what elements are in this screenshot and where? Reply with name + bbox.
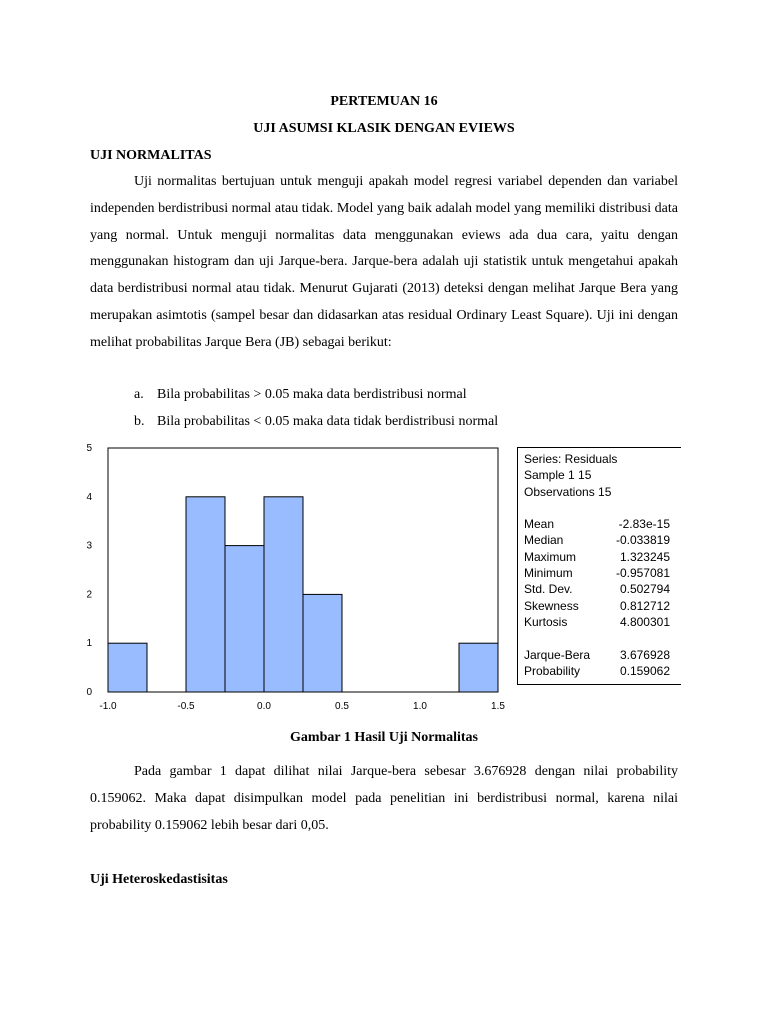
stat-label: Skewness: [524, 598, 579, 613]
stats-observations: Observations 15: [524, 484, 612, 499]
x-axis: [99, 701, 505, 712]
list-marker: a.: [134, 387, 144, 402]
y-tick-label: 5: [86, 443, 92, 454]
y-tick-label: 1: [86, 638, 92, 650]
section-heading-normalitas: UJI NORMALITAS: [90, 148, 212, 163]
jb-row: [524, 647, 681, 663]
histogram-bar: [108, 643, 147, 692]
jb-value: 3.676928: [619, 647, 670, 662]
stats-series: Series: Residuals: [524, 452, 618, 466]
paragraph-conclusion: Pada gambar 1 dapat dilihat nilai Jarque-bera sebesar 3.676928 dengan nilai probability 0.159062. Maka dapat disimpulkan model pada penelitian ini berdistribusi normal, karena nilai probability 0.159062 lebih besar dari 0,05.: [90, 764, 678, 833]
stat-label: Mean: [524, 517, 555, 532]
stat-row: [524, 614, 681, 630]
list-item-a: [134, 387, 467, 403]
stat-label: Minimum: [524, 566, 573, 581]
jb-label: Probability: [524, 663, 581, 678]
y-tick-label: 0: [86, 687, 92, 698]
y-axis: [86, 443, 92, 698]
list-text: Bila probabilitas < 0.05 maka data tidak berdistribusi normal: [157, 414, 499, 429]
stat-value: 0.812712: [619, 598, 670, 613]
stat-row: [524, 598, 681, 614]
histogram-bar: [303, 594, 342, 692]
residual-histogram: [84, 440, 514, 718]
x-tick-label: -1.0: [99, 701, 117, 712]
histogram-bar: [264, 497, 303, 692]
stat-row: [524, 516, 681, 532]
jb-row: [524, 663, 681, 679]
jb-label: Jarque-Bera: [524, 647, 591, 662]
stat-row: [524, 549, 681, 565]
document-subtitle: UJI ASUMSI KLASIK DENGAN EVIEWS: [253, 121, 515, 136]
paragraph-intro: Uji normalitas bertujuan untuk menguji apakah model regresi variabel dependen dan variabel independen berdistribusi normal atau tidak. Model yang baik adalah model yang memiliki distribusi data yang normal. Untuk menguji normalitas data menggunakan eviews ada dua cara, yaitu dengan menggunakan histogram dan uji Jarque-bera. Jarque-bera adalah uji statistik untuk mengetahui apakah data berdistribusi normal atau tidak. Menurut Gujarati (2013) deteksi dengan melihat Jarque Bera yang merupakan asimtotis (sampel besar dan didasarkan atas residual Ordinary Least Square). Uji ini dengan melihat probabilitas Jarque Bera (JB) sebagai berikut:: [90, 174, 678, 350]
y-tick-label: 3: [86, 540, 92, 552]
y-tick-label: 4: [86, 491, 92, 503]
section-heading-heteroskedastisitas: Uji Heteroskedastisitas: [90, 872, 228, 887]
stat-value: -2.83e-15: [618, 517, 670, 532]
list-marker: b.: [134, 414, 145, 429]
stat-row: [524, 581, 681, 597]
x-tick-label: 1.0: [413, 701, 427, 712]
histogram-bars: [108, 497, 498, 692]
list-item-b: [134, 414, 498, 430]
stat-value: 1.323245: [619, 549, 670, 564]
y-tick-label: 2: [86, 589, 92, 601]
figure-caption: Gambar 1 Hasil Uji Normalitas: [290, 730, 478, 745]
stat-label: Kurtosis: [524, 614, 568, 629]
list-text: Bila probabilitas > 0.05 maka data berdistribusi normal: [157, 387, 467, 402]
stat-row: [524, 565, 681, 581]
histogram-bar: [186, 497, 225, 692]
stat-row: [524, 532, 681, 548]
x-tick-label: 1.5: [491, 701, 505, 712]
stat-label: Median: [524, 533, 564, 548]
x-tick-label: -0.5: [177, 701, 195, 712]
stats-table: [524, 516, 681, 630]
stat-value: -0.957081: [615, 566, 670, 581]
histogram-bar: [459, 643, 498, 692]
document-title: PERTEMUAN 16: [330, 94, 438, 109]
histogram-bar: [225, 546, 264, 692]
stat-label: Std. Dev.: [524, 582, 573, 597]
stat-value: 0.502794: [619, 582, 670, 597]
stats-box: [517, 447, 681, 685]
stats-sample: Sample 1 15: [524, 468, 592, 483]
x-tick-label: 0.0: [257, 701, 271, 712]
x-tick-label: 0.5: [335, 701, 349, 712]
stat-value: 4.800301: [619, 614, 670, 629]
stat-value: -0.033819: [615, 533, 670, 548]
jarque-bera-table: [524, 647, 681, 680]
stat-label: Maximum: [524, 549, 577, 564]
jb-value: 0.159062: [619, 663, 670, 678]
